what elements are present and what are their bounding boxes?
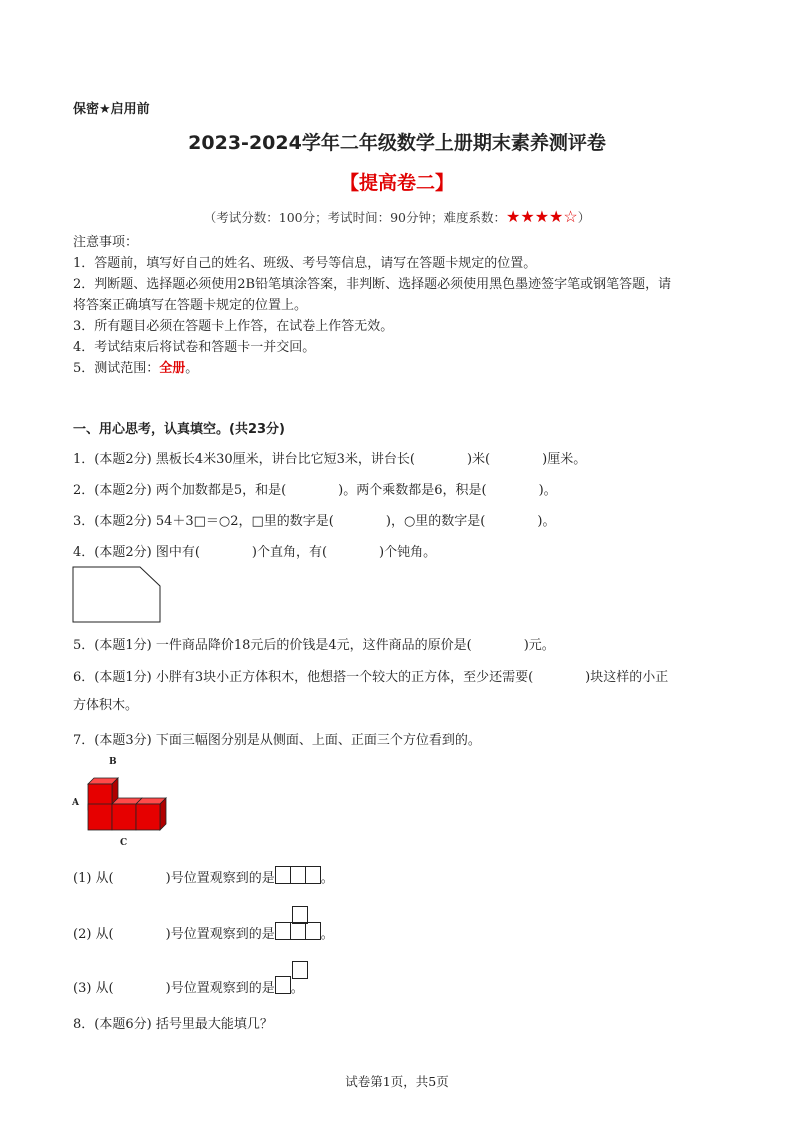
question-5: 5．(本题1分) 一件商品降价18元后的价钱是4元，这件商品的原价是( )元。	[73, 638, 555, 653]
notes-heading: 注意事项：	[73, 235, 139, 250]
column-bottom-square	[276, 976, 291, 1001]
difficulty-stars-filled: ★★★★	[506, 207, 564, 226]
three-squares-row-shape	[276, 866, 321, 891]
difficulty-stars-empty: ☆	[563, 207, 578, 226]
question-7-sub1	[73, 866, 334, 891]
page-footer: 试卷第1页，共5页	[345, 1074, 449, 1089]
view-label-b: B	[109, 757, 117, 767]
exam-info	[0, 207, 794, 226]
question-7: 7．(本题3分) 下面三幅图分别是从侧面、上面、正面三个方位看到的。	[73, 733, 481, 748]
note-item: 将答案正确填写在答题卡规定的位置上。	[73, 298, 308, 313]
note-scope	[73, 358, 198, 379]
exam-title: 2023-2024学年二年级数学上册期末素养测评卷	[188, 132, 606, 154]
q7-sub2-end: 。	[320, 927, 334, 942]
q4-pentagon-figure	[72, 566, 162, 624]
section-title: 一、用心思考，认真填空。(共23分)	[73, 422, 285, 437]
question-7-sub3	[73, 976, 304, 1001]
question-2: 2．(本题2分) 两个加数都是5，和是( )。两个乘数都是6，积是( )。	[73, 483, 557, 498]
note-item: 2．判断题、选择题必须使用2B铅笔填涂答案，非判断、选择题必须使用黑色墨迹签字笔或钢笔答题，请	[73, 277, 672, 292]
q7-sub2-text: (2) 从( )号位置观察到的是	[73, 927, 275, 942]
exam-info-end: ）	[577, 210, 591, 225]
question-3: 3．(本题2分) 54＋3□＝○2，□里的数字是( )，○里的数字是( )。	[73, 514, 556, 529]
exam-info-text: （考试分数：100分；考试时间：90分钟；难度系数：	[203, 210, 507, 225]
q7-sub1-text: (1) 从( )号位置观察到的是	[73, 871, 275, 886]
l-shape-bottom-row	[276, 922, 321, 947]
cube-stack-figure	[84, 768, 170, 832]
question-6-line2: 方体积木。	[73, 698, 139, 713]
q7-sub1-end: 。	[320, 871, 334, 886]
q7-sub3-text: (3) 从( )号位置观察到的是	[73, 981, 275, 996]
view-label-a: A	[72, 798, 79, 808]
note-item: 1．答题前，填写好自己的姓名、班级、考号等信息，请写在答题卡规定的位置。	[73, 256, 537, 271]
note-item: 4．考试结束后将试卷和答题卡一并交回。	[73, 340, 316, 355]
question-4: 4．(本题2分) 图中有( )个直角，有( )个钝角。	[73, 545, 437, 560]
q7-sub3-end: 。	[290, 981, 304, 996]
question-7-sub2	[73, 922, 334, 947]
note-item: 3．所有题目必须在答题卡上作答，在试卷上作答无效。	[73, 319, 394, 334]
question-8: 8．(本题6分) 括号里最大能填几？	[73, 1017, 273, 1032]
view-label-c: C	[120, 838, 128, 848]
exam-subtitle: 【提高卷二】	[339, 172, 454, 194]
scope-label: 5．测试范围：	[73, 361, 160, 376]
question-1: 1．(本题2分) 黑板长4米30厘米，讲台比它短3米，讲台长( )米( )厘米。	[73, 452, 587, 467]
question-6-line1: 6．(本题1分) 小胖有3块小正方体积木，他想搭一个较大的正方体，至少还需要( )块这样的小正	[73, 670, 669, 685]
scope-value: 全册	[159, 361, 186, 376]
scope-end: 。	[185, 361, 199, 376]
confidential-label: 保密★启用前	[73, 102, 150, 117]
